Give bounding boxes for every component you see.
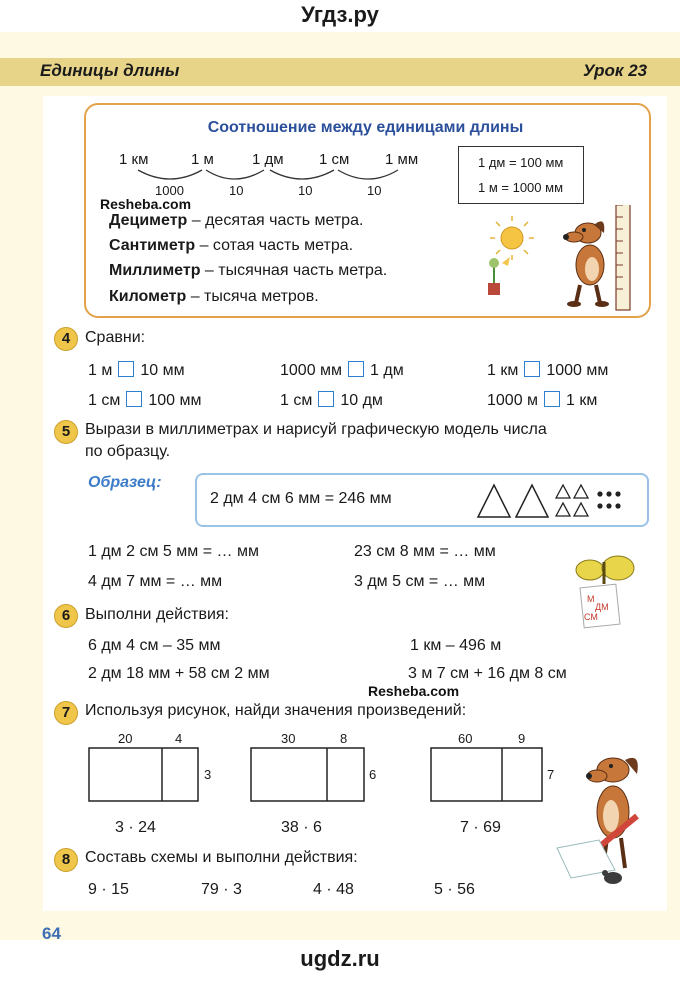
sun-icon [490,216,534,260]
unit-arc [138,170,202,179]
product-expression: 3 · 24 [115,819,156,836]
model-height: 6 [369,767,377,782]
exercise-item: 6 дм 4 см – 35 мм [88,637,221,654]
compare-box[interactable] [118,361,134,377]
sample-expression: 2 дм 4 см 6 мм = 246 мм [210,490,392,507]
factor-label: 10 [367,183,382,198]
unit-label: 1 м [191,151,214,168]
definition-line: Километр – тысяча метров. [109,288,319,305]
triangle-small-icon [574,503,588,516]
exercise-item: 1 км – 496 м [410,637,502,654]
task-number-badge: 4 [54,327,78,351]
card-text: СМ [584,612,598,622]
exercise-item: 1 дм 2 см 5 мм = … мм [88,543,259,560]
exercise-item: 23 см 8 мм = … мм [354,543,496,560]
model-width-a: 30 [281,731,296,746]
butterfly-illustration [570,550,640,635]
product-expression: 9 · 15 [88,881,129,898]
model-width-a: 20 [118,731,133,746]
card-text: М [587,594,595,604]
area-model [430,747,544,803]
compare-item: 1 см 10 дм [280,392,383,409]
compare-box[interactable] [126,391,142,407]
definition-line: Миллиметр – тысячная часть метра. [109,262,388,279]
compare-box[interactable] [318,391,334,407]
product-expression: 79 · 3 [201,881,242,898]
ruler-icon [616,205,630,310]
task-title-continued: по образцу. [85,443,171,460]
dog-ruler-illustration [480,205,640,313]
flower-pot-icon [488,257,510,295]
product-expression: 38 · 6 [281,819,322,836]
exercise-item: 4 дм 7 мм = … мм [88,573,223,590]
card-text: ДМ [595,602,609,612]
task-title: Составь схемы и выполни действия: [85,849,358,866]
compare-box[interactable] [544,391,560,407]
unit-label: 1 км [119,151,149,168]
definition-line: Дециметр – десятая часть метра. [109,212,364,229]
triangle-large-icon [516,485,548,517]
formula-line: 1 дм = 100 мм [478,155,564,170]
unit-label: 1 дм [252,151,284,168]
product-expression: 5 · 56 [434,881,475,898]
compare-item: 1000 м 1 км [487,392,598,409]
compare-item: 1000 мм 1 дм [280,362,404,379]
triangle-small-icon [556,485,570,498]
factor-label: 10 [229,183,244,198]
model-height: 3 [204,767,212,782]
task-number-badge: 7 [54,701,78,725]
task-number-badge: 8 [54,848,78,872]
unit-arc [270,170,334,179]
sample-label: Образец: [88,474,162,491]
model-width-b: 4 [175,731,183,746]
site-title-top: Угдз.ру [301,2,379,27]
exercise-item: 3 дм 5 см = … мм [354,573,486,590]
compare-item: 1 см 100 мм [88,392,202,409]
lesson-label: Урок 23 [583,61,648,80]
task-title: Выполни действия: [85,606,229,623]
definition-line: Сантиметр – сотая часть метра. [109,237,354,254]
compare-box[interactable] [348,361,364,377]
triangle-small-icon [574,485,588,498]
triangle-large-icon [478,485,510,517]
task-title: Сравни: [85,329,146,346]
compare-box[interactable] [524,361,540,377]
task-title: Используя рисунок, найди значения произведений: [85,702,467,719]
compare-item: 1 м 10 мм [88,362,185,379]
site-title-bottom: ugdz.ru [300,946,380,971]
unit-arc [206,170,264,179]
task-number-badge: 5 [54,420,78,444]
formula-line: 1 м = 1000 мм [478,180,564,195]
watermark: Resheba.com [100,196,192,212]
area-model [250,747,366,803]
model-width-b: 9 [518,731,526,746]
product-expression: 7 · 69 [460,819,501,836]
product-expression: 4 · 48 [313,881,354,898]
exercise-item: 3 м 7 см + 16 дм 8 см [408,665,567,682]
dots-icon [597,491,620,508]
unit-label: 1 мм [385,151,419,168]
factor-label: 1000 [155,183,184,198]
butterfly-icon [576,556,634,584]
model-width-a: 60 [458,731,473,746]
model-width-b: 8 [340,731,348,746]
unit-arc [338,170,398,179]
info-title: Соотношение между единицами длины [207,119,524,136]
mouse-icon [602,870,622,884]
task-number-badge: 6 [54,604,78,628]
factor-label: 10 [298,183,313,198]
model-height: 7 [547,767,555,782]
dog-pencil-illustration [555,752,665,892]
exercise-item: 2 дм 18 мм + 58 см 2 мм [88,665,270,682]
chapter-title: Единицы длины [40,61,180,80]
graphic-model [474,479,634,521]
compare-item: 1 км 1000 мм [487,362,609,379]
page-number: 64 [42,924,61,943]
unit-label: 1 см [319,151,350,168]
task-title: Вырази в миллиметрах и нарисуй графическую модель числа [85,421,547,438]
area-model [88,747,200,803]
triangle-small-icon [556,503,570,516]
watermark: Resheba.com [368,683,460,699]
dog-icon [563,221,609,307]
